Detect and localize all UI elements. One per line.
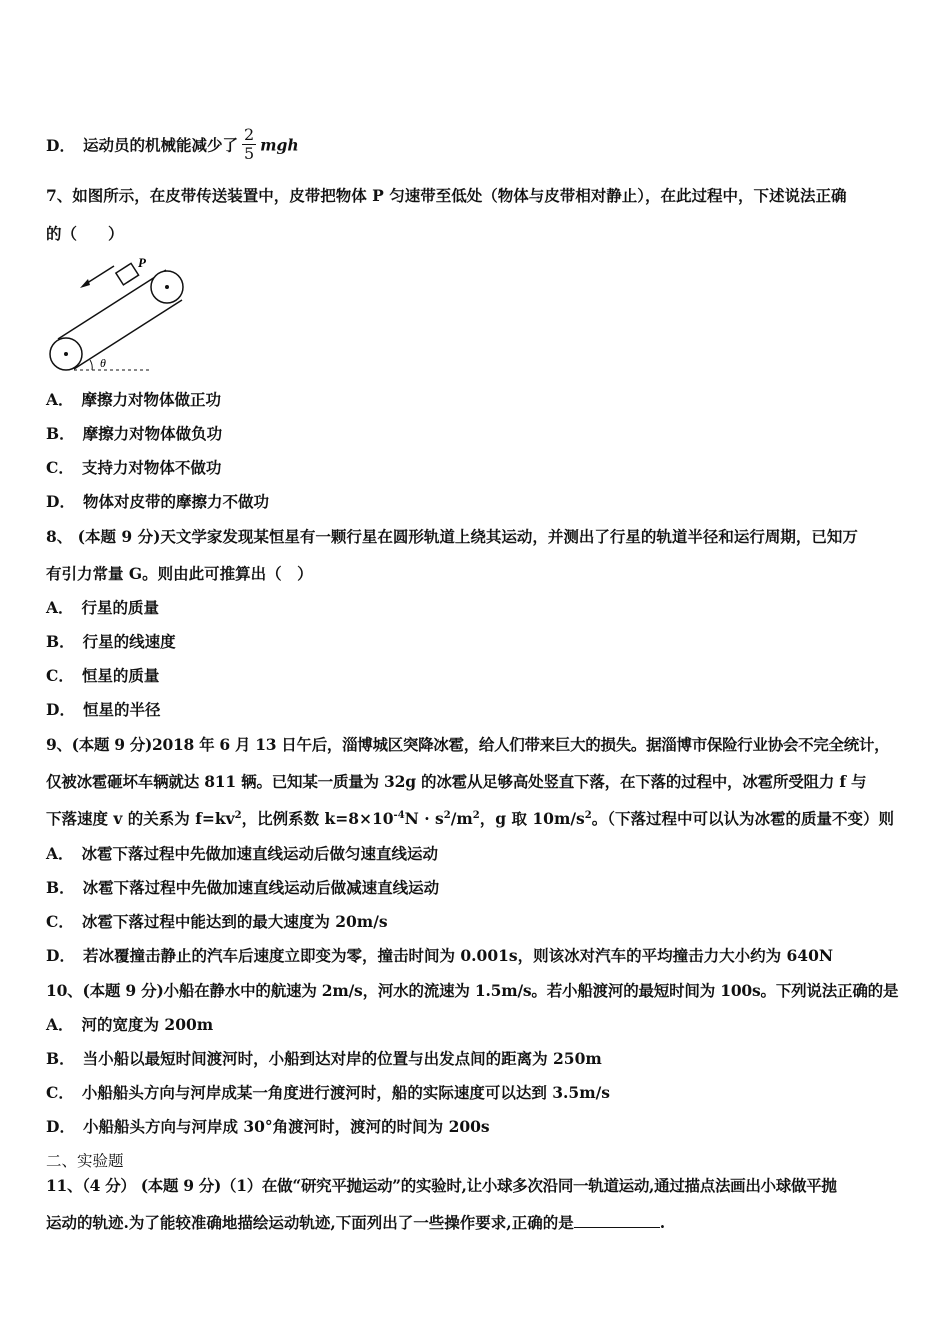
option-letter: C． xyxy=(46,458,74,477)
option-letter: A． xyxy=(46,1015,74,1034)
label-p: P xyxy=(138,255,146,270)
option-letter: D． xyxy=(46,492,75,511)
q8-option-d xyxy=(46,700,160,720)
option-text: 摩擦力对物体做负功 xyxy=(82,424,223,443)
option-letter: D． xyxy=(46,1117,75,1136)
q10-option-d xyxy=(46,1117,490,1137)
q11-stem-end: . xyxy=(659,1213,666,1232)
q9-text-e: ，g 取 10m/s xyxy=(479,809,585,828)
q8-option-c xyxy=(46,666,159,686)
q7-option-a xyxy=(46,390,221,410)
answer-blank[interactable] xyxy=(574,1213,660,1228)
q9-sup-5: 2 xyxy=(584,809,592,821)
q7-stem-line-2: 的（ ） xyxy=(46,224,124,243)
option-letter: B． xyxy=(46,424,75,443)
q10-option-b xyxy=(46,1049,602,1069)
q8-option-a xyxy=(46,598,159,618)
q8-option-b xyxy=(46,632,176,652)
q7-option-c xyxy=(46,458,221,478)
option-text: 若冰覆撞击静止的汽车后速度立即变为零，撞击时间为 0.001s，则该冰对汽车的平均撞击力大小约为 640N xyxy=(82,946,834,965)
fraction-denominator: 5 xyxy=(243,144,255,163)
q9-sup-1: 2 xyxy=(234,809,242,821)
option-letter: B． xyxy=(46,878,75,897)
label-theta: θ xyxy=(100,356,106,370)
option-letter: D． xyxy=(46,946,75,965)
q9-sup-2: -4 xyxy=(393,809,405,821)
option-letter: C． xyxy=(46,912,74,931)
q11-stem-text: 运动的轨迹.为了能较准确地描绘运动轨迹,下面列出了一些操作要求,正确的是 xyxy=(46,1213,574,1232)
conveyor-belt-figure xyxy=(44,252,194,377)
option-text: 恒星的半径 xyxy=(82,700,161,719)
option-text: 冰雹下落过程中先做加速直线运动后做减速直线运动 xyxy=(82,878,440,897)
q9-text-a: 下落速度 v 的关系为 f=kv xyxy=(46,809,235,828)
option-text: 行星的质量 xyxy=(81,598,160,617)
section-title: 二、实验题 xyxy=(46,1152,124,1170)
arrow-head-icon xyxy=(80,279,90,288)
q6-option-d xyxy=(46,125,299,165)
q7-stem-line-1: 7、如图所示，在皮带传送装置中，皮带把物体 P 匀速带至低处（物体与皮带相对静止），在此过程中，下述说法正确 xyxy=(46,186,847,205)
q9-sup-3: 2 xyxy=(443,809,451,821)
option-text: 冰雹下落过程中能达到的最大速度为 20m/s xyxy=(81,912,388,931)
q11-stem-line-2 xyxy=(46,1213,665,1233)
option-letter: B． xyxy=(46,632,75,651)
option-letter: A． xyxy=(46,390,74,409)
option-text: 小船船头方向与河岸成 30°角渡河时，渡河的时间为 200s xyxy=(82,1117,490,1136)
option-letter: B． xyxy=(46,1049,75,1068)
q7-option-b xyxy=(46,424,222,444)
q10-option-a xyxy=(46,1015,213,1035)
option-text: 摩擦力对物体做正功 xyxy=(81,390,222,409)
belt-upper-line xyxy=(58,270,166,339)
angle-arc xyxy=(90,360,92,370)
q8-stem-line-1: 8、 (本题 9 分)天文学家发现某恒星有一颗行星在圆形轨道上绕其运动，并测出了行星的轨道半径和运行周期，已知万 xyxy=(46,527,858,546)
option-letter: C． xyxy=(46,666,74,685)
q9-stem-line-1: 9、(本题 9 分)2018 年 6 月 13 日午后，淄博城区突降冰雹，给人们带来巨大的损失。据淄博市保险行业协会不完全统计， xyxy=(46,735,890,754)
upper-pulley-axle xyxy=(165,285,169,289)
option-text: 运动员的机械能减少了 xyxy=(82,135,238,155)
lower-pulley-axle xyxy=(64,352,68,356)
q9-text-f: 。（下落过程中可以认为冰雹的质量不变）则 xyxy=(591,809,894,828)
option-text: 冰雹下落过程中先做加速直线运动后做匀速直线运动 xyxy=(81,844,439,863)
option-letter: A． xyxy=(46,844,74,863)
q9-sup-4: 2 xyxy=(472,809,480,821)
belt-lower-line xyxy=(74,300,182,369)
option-text: 当小船以最短时间渡河时，小船到达对岸的位置与出发点间的距离为 250m xyxy=(82,1049,602,1068)
option-tail: mgh xyxy=(260,135,299,155)
q9-option-b xyxy=(46,878,439,898)
q9-text-d: /m xyxy=(450,809,473,828)
option-letter: D． xyxy=(46,135,75,155)
q10-stem-line-1: 10、(本题 9 分)小船在静水中的航速为 2m/s，河水的流速为 1.5m/s。若小船渡河的最短时间为 100s。下列说法正确的是 xyxy=(46,981,899,1000)
option-text: 物体对皮带的摩擦力不做功 xyxy=(82,492,269,511)
q9-stem-line-3 xyxy=(46,809,894,829)
option-letter: C． xyxy=(46,1083,74,1102)
q9-text-c: N · s xyxy=(404,809,444,828)
option-text: 恒星的质量 xyxy=(81,666,160,685)
q7-option-d xyxy=(46,492,269,512)
option-text: 支持力对物体不做功 xyxy=(81,458,222,477)
q9-option-a xyxy=(46,844,438,864)
q9-stem-line-2: 仅被冰雹砸坏车辆就达 811 辆。已知某一质量为 32g 的冰雹从足够高处竖直下落，在下落的过程中，冰雹所受阻力 f 与 xyxy=(46,772,867,791)
q8-stem-line-2: 有引力常量 G。则由此可推算出（ ） xyxy=(46,564,313,583)
q9-option-c xyxy=(46,912,388,932)
option-letter: A． xyxy=(46,598,74,617)
q9-option-d xyxy=(46,946,833,966)
block-p xyxy=(116,263,139,284)
q9-text-b: ，比例系数 k=8×10 xyxy=(241,809,394,828)
q11-stem-line-1: 11、（4 分） (本题 9 分)（1）在做“研究平抛运动”的实验时,让小球多次沿同一轨道运动,通过描点法画出小球做平抛 xyxy=(46,1176,837,1195)
option-letter: D． xyxy=(46,700,75,719)
option-text: 河的宽度为 200m xyxy=(81,1015,214,1034)
fraction xyxy=(242,126,256,163)
option-text: 小船船头方向与河岸成某一角度进行渡河时，船的实际速度可以达到 3.5m/s xyxy=(81,1083,610,1102)
q10-option-c xyxy=(46,1083,610,1103)
option-text: 行星的线速度 xyxy=(82,632,176,651)
fraction-numerator: 2 xyxy=(243,125,255,144)
